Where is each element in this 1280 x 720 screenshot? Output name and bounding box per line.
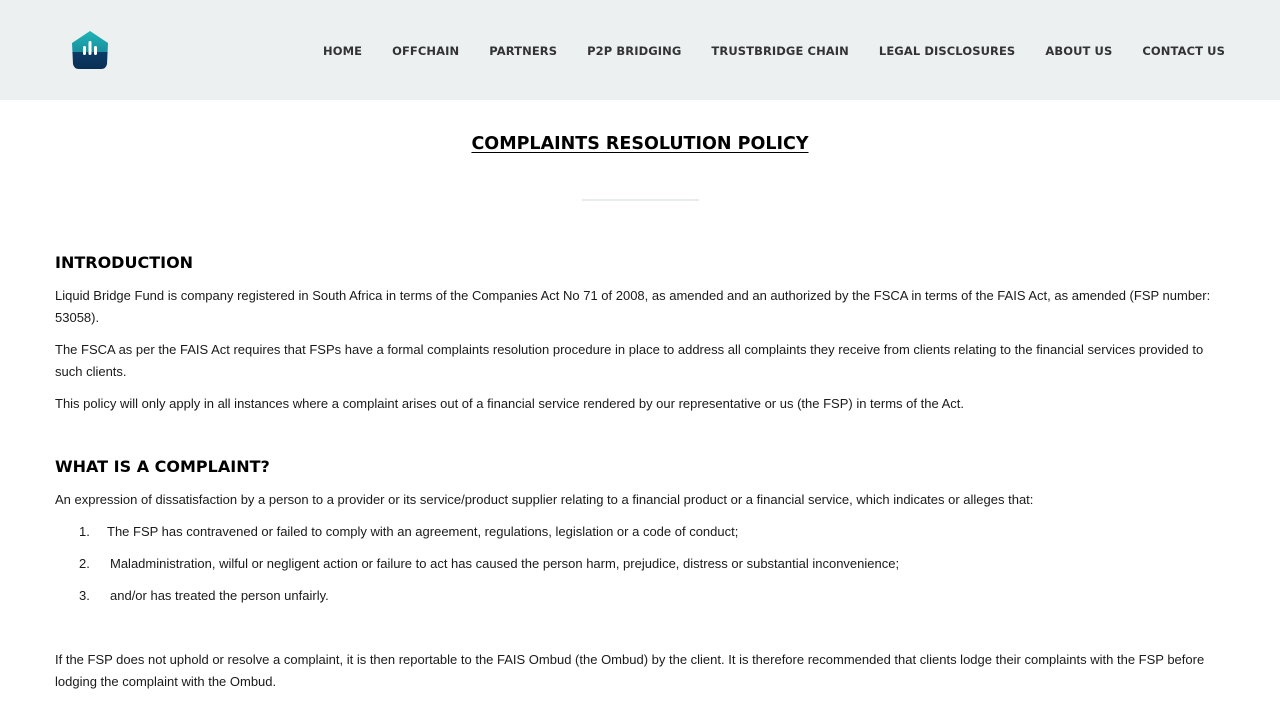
list-item-number: 3. [79,588,90,603]
nav-trustbridge-chain[interactable]: TRUSTBRIDGE CHAIN [711,44,849,58]
nav-legal-disclosures[interactable]: LEGAL DISCLOSURES [878,44,1016,58]
intro-paragraph: This policy will only apply in all instances where a complaint arises out of a financial service rendered by our representative or us (the FSP) in terms of the Act. [55,396,964,411]
nav-p2p-bridging[interactable]: P2P BRIDGING [587,44,682,58]
list-item [55,553,1230,575]
page-title: COMPLAINTS RESOLUTION POLICY [471,134,809,154]
nav-partners[interactable]: PARTNERS [489,44,558,58]
list-item-number: 1. [79,524,90,539]
intro-paragraph: The FSCA as per the FAIS Act requires that FSPs have a formal complaints resolution procedure in place to address all complaints they receive from clients relating to the financial services provided to such clients. [55,342,1204,379]
complaint-closing-paragraph: If the FSP does not uphold or resolve a complaint, it is then reportable to the FAIS Ombud (the Ombud) by the client. It is therefore recommended that clients lodge their complaints with the FSP before lodging the complaint with the Ombud. [55,652,1205,689]
section-heading-what-is-a-complaint: WHAT IS A COMPLAINT? [55,457,270,476]
title-divider [582,199,699,201]
list-item-text: and/or has treated the person unfairly. [110,588,329,603]
nav-home[interactable]: HOME [322,44,363,58]
nav-offchain[interactable]: OFFCHAIN [392,44,460,58]
intro-paragraph: Liquid Bridge Fund is company registered in South Africa in terms of the Companies Act No 71 of 2008, as amended and an authorized by the FSCA in terms of the FAIS Act, as amended (FSP number: 53058). [55,288,1211,325]
list-item-number: 2. [79,556,90,571]
list-item-text: The FSP has contravened or failed to comply with an agreement, regulations, legislation or a code of conduct; [107,524,739,539]
section-spacer [55,425,1230,457]
complaint-criteria-list [55,521,1230,607]
nav-about-us[interactable]: ABOUT US [1045,44,1113,58]
section-spacer [55,617,1230,649]
list-item [55,521,1230,543]
complaint-lead: An expression of dissatisfaction by a person to a provider or its service/product supplier relating to a financial product or a financial service, which indicates or alleges that: [55,492,1034,507]
site-header [0,0,1280,100]
list-item-text: Maladministration, wilful or negligent action or failure to act has caused the person harm, prejudice, distress or substantial inconvenience; [110,556,900,571]
site-logo-icon[interactable] [70,30,110,70]
section-heading-introduction: INTRODUCTION [55,253,194,272]
list-item [55,585,1230,607]
main-nav [323,44,1225,58]
policy-content [55,253,1230,703]
nav-contact-us[interactable]: CONTACT US [1142,44,1225,58]
